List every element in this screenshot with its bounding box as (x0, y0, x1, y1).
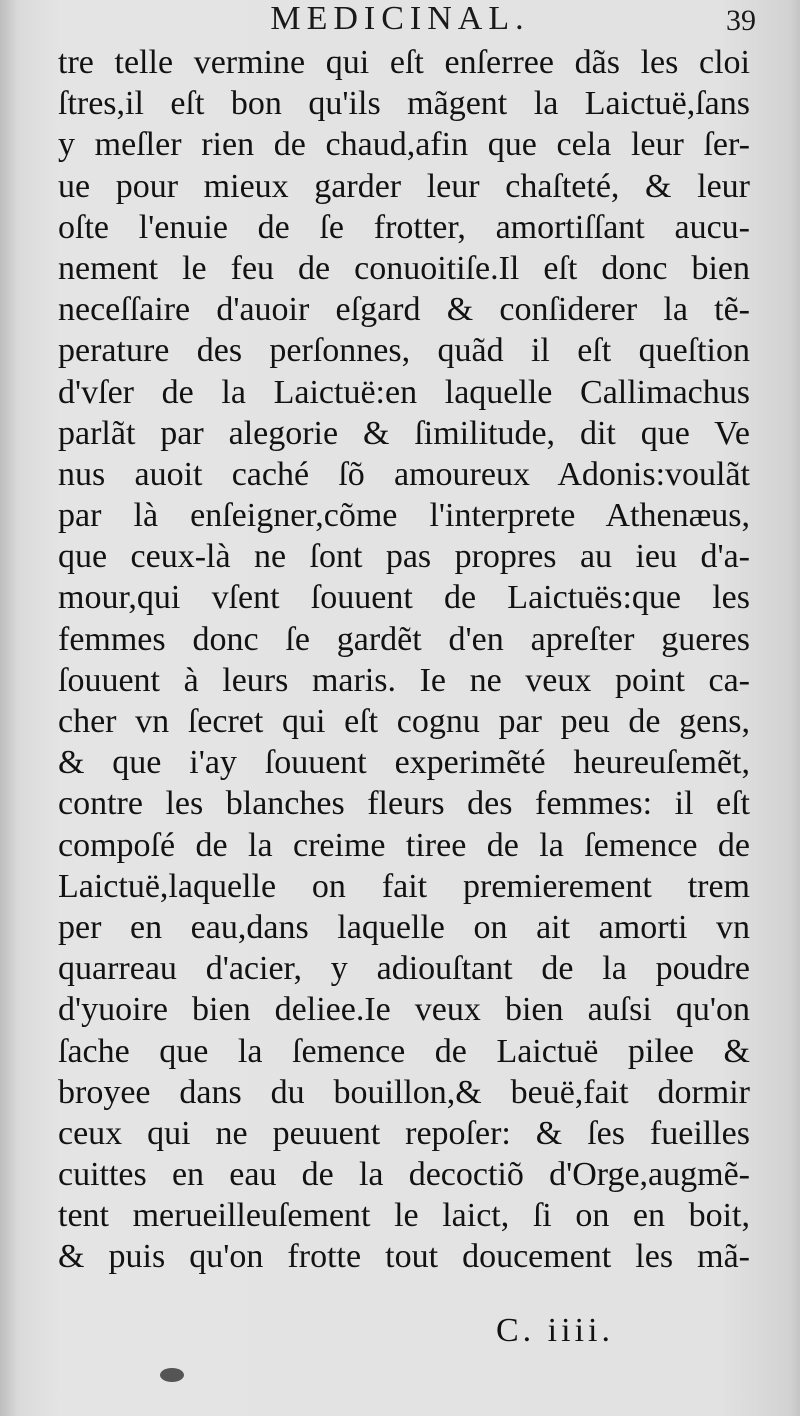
text-line: compoſé de la creime tiree de la ſemence de (58, 826, 750, 864)
text-line: d'yuoire bien deliee.Ie veux bien auſsi qu'on (58, 991, 750, 1029)
text-line: d'vſer de la Laictuë:en laquelle Callimachus (58, 373, 750, 411)
page-number: 39 (726, 4, 756, 37)
text-line: ſouuent à leurs maris. Ie ne veux point ca- (58, 661, 750, 699)
text-line: tent merueilleuſement le laict, ſi on en boit, (58, 1197, 750, 1235)
text-line: par là enſeigner,cõme l'interprete Athenæus, (58, 497, 750, 535)
text-line: femmes donc ſe gardẽt d'en apreſter gueres (58, 620, 750, 658)
text-line: ſtres,il eſt bon qu'ils mãgent la Laictuë,ſans (58, 85, 750, 123)
text-line: broyee dans du bouillon,& beuë,fait dormir (58, 1073, 750, 1111)
text-line: quarreau d'acier, y adiouſtant de la poudre (58, 950, 750, 988)
text-line: mour,qui vſent ſouuent de Laictuës:que les (58, 579, 750, 617)
body-text (58, 42, 750, 1278)
text-line: cher vn ſecret qui eſt cognu par peu de gens, (58, 703, 750, 740)
signature-mark: C. iiii. (496, 1312, 614, 1349)
text-line: oſte l'enuie de ſe frotter, amortiſſant aucu- (58, 208, 750, 246)
text-line: perature des perſonnes, quãd il eſt queſtion (58, 332, 750, 370)
text-line: ceux qui ne peuuent repoſer: & ſes fueilles (58, 1114, 750, 1152)
text-line: nement le feu de conuoitiſe.Il eſt donc bien (58, 249, 750, 287)
text-line: tre telle vermine qui eſt enſerree dãs les cloi (58, 44, 750, 81)
text-line: y meſler rien de chaud,afin que cela leur ſer- (58, 126, 750, 164)
text-line: neceſſaire d'auoir eſgard & conſiderer la tẽ- (58, 291, 750, 329)
text-line: per en eau,dans laquelle on ait amorti vn (58, 908, 750, 946)
page-header (0, 0, 800, 42)
text-line: cuittes en eau de la decoctiõ d'Orge,augmẽ- (58, 1156, 750, 1194)
text-line: ſache que la ſemence de Laictuë pilee & (58, 1032, 750, 1070)
running-head: MEDICINAL. (270, 0, 530, 37)
text-line: parlãt par alegorie & ſimilitude, dit que Ve (58, 414, 750, 452)
ink-blot (160, 1368, 184, 1382)
text-line: ue pour mieux garder leur chaſteté, & leur (58, 167, 750, 205)
text-line: Laictuë,laquelle on fait premierement trem (58, 867, 750, 905)
text-line: nus auoit caché ſõ amoureux Adonis:voulãt (58, 455, 750, 493)
text-line: que ceux-là ne ſont pas propres au ieu d'a- (58, 538, 750, 576)
text-line: & que i'ay ſouuent experimẽté heureuſemẽt, (58, 744, 750, 782)
text-line: & puis qu'on frotte tout doucement les mã- (58, 1238, 750, 1276)
text-line: contre les blanches fleurs des femmes: il eſt (58, 785, 750, 823)
